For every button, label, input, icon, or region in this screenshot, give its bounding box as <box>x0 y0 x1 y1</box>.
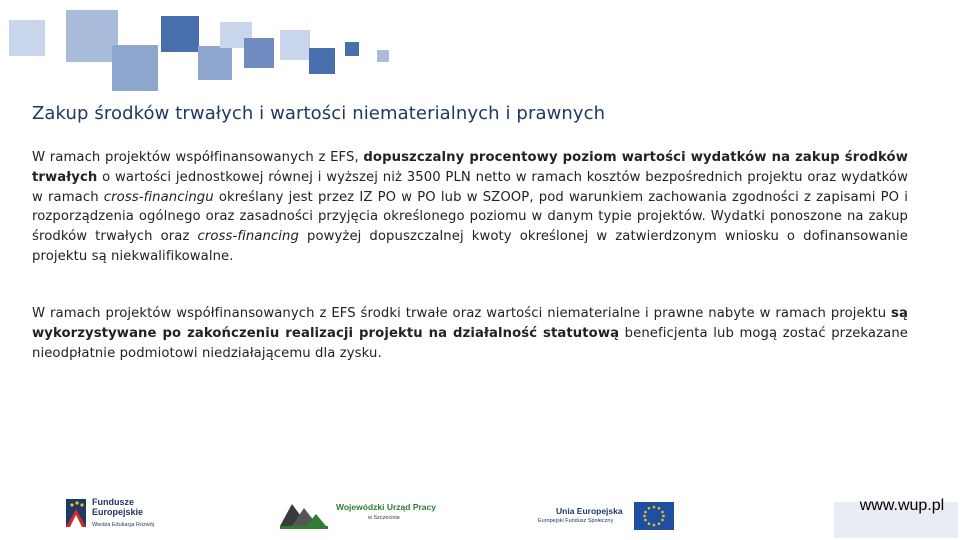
fundusze-europejskie-emblem-icon <box>64 495 90 531</box>
wup-emblem-icon <box>278 500 332 530</box>
fe-line1: Fundusze <box>92 497 134 507</box>
paragraph-1-text-a: W ramach projektów współfinansowanych z EFS, <box>32 150 364 165</box>
paragraph-1 <box>32 148 908 267</box>
paragraph-2 <box>32 304 908 363</box>
wup-logo <box>278 498 438 532</box>
paragraph-1-text-c: określany jest przez IZ PO w PO lub w SZOOP, pod warunkiem zachowania zgodności z zapisami PO i rozporządzenia ogólnego oraz zasadności przyjęcia określonego poziomu w danym typie projektów. Wydatki ponoszone na zakup środków trwałych oraz <box>32 189 908 245</box>
ue-sub: Europejski Fundusz Społeczny <box>538 518 614 524</box>
fe-sub: Wiedza Edukacja Rozwój <box>92 522 155 528</box>
paragraph-1-bold: dopuszczalny procentowy poziom wartości wydatków na zakup środków trwałych <box>32 150 908 185</box>
eu-flag-icon <box>634 502 674 530</box>
wup-name: Wojewódzki Urząd Pracy <box>336 502 436 512</box>
website-url[interactable]: www.wup.pl <box>859 497 945 514</box>
paragraph-1-text-b: o wartości jednostkowej równej i wyższej niż 3500 PLN netto w ramach kosztów bezpośrednich projektu oraz wydatków w ramach <box>32 169 908 205</box>
ue-name: Unia Europejska <box>556 506 623 516</box>
slide-title: Zakup środków trwałych i wartości niematerialnych i prawnych <box>32 103 606 124</box>
paragraph-1-italic-a: cross-financingu <box>103 189 214 205</box>
fe-line2: Europejskie <box>92 507 144 517</box>
paragraph-1-text-d: powyżej dopuszczalnej kwoty określonej w zatwierdzonym wniosku o dofinansowanie projektu są niekwalifikowalne. <box>32 229 908 264</box>
paragraph-2-bold: są wykorzystywane po zakończeniu realizacji projektu na działalność statutową <box>32 306 908 341</box>
eu-logo <box>536 500 676 532</box>
fundusze-europejskie-logo <box>64 495 182 533</box>
paragraph-1-italic-b: cross-financing <box>197 229 299 245</box>
wup-sub: w Szczecinie <box>368 515 400 521</box>
paragraph-2-text-a: W ramach projektów współfinansowanych z EFS środki trwałe oraz wartości niematerialne i prawne nabyte w ramach projektu <box>32 306 892 321</box>
paragraph-2-text-b: beneficjenta lub mogą zostać przekazane nieodpłatnie podmiotowi niedziałającemu dla zysku. <box>32 325 908 361</box>
